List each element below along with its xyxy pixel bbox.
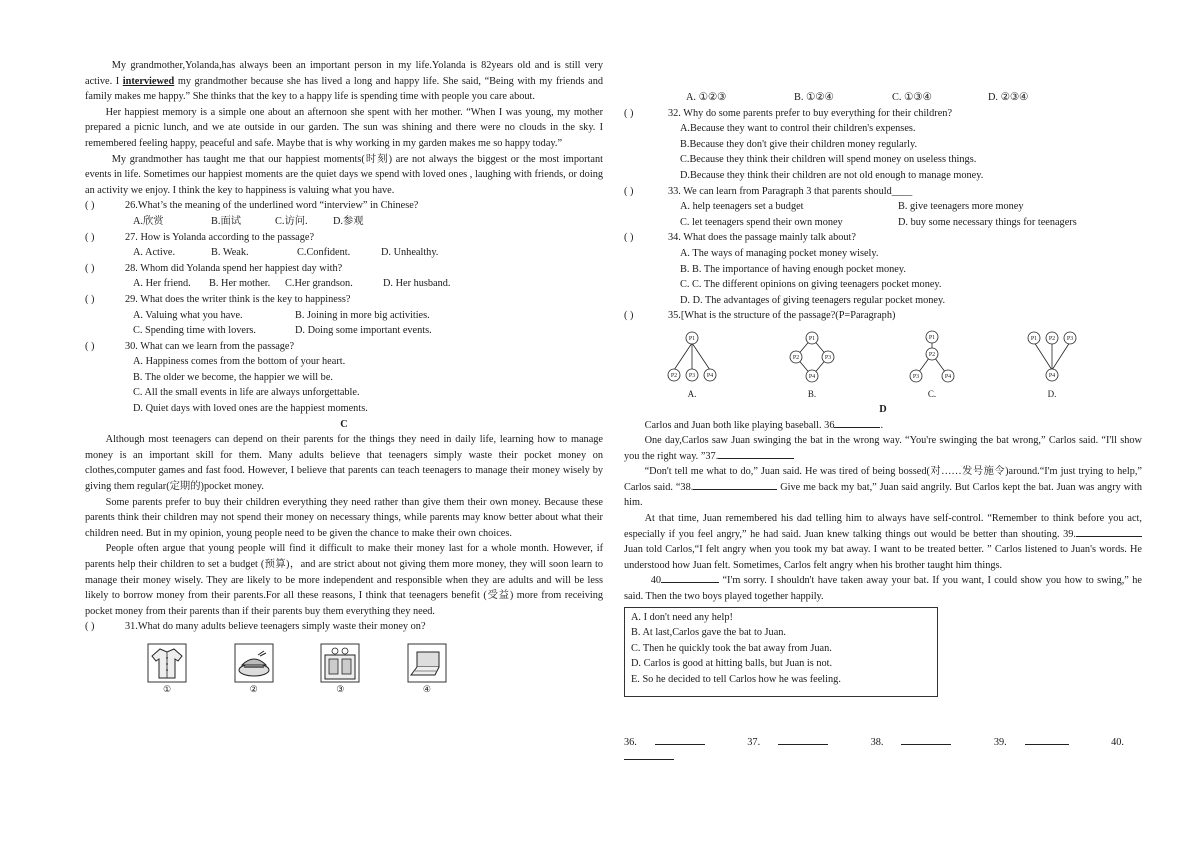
option-a[interactable]: A. help teenagers set a budget — [680, 201, 804, 213]
picture-clothes — [147, 643, 187, 695]
structure-diagrams — [662, 330, 1082, 400]
option-d[interactable]: D. Quiet days with loved ones are the happiest moments. — [133, 403, 368, 415]
question-stem: 27. How is Yolanda according to the passage? — [125, 231, 315, 243]
passage-d-paragraph-4 — [624, 511, 1142, 573]
blank-40[interactable] — [661, 582, 719, 583]
question-stem: 33. We can learn from Paragraph 3 that parents should____ — [668, 185, 913, 197]
picture-computer — [407, 643, 447, 695]
picture-label: ② — [249, 683, 258, 694]
diagram-label: C. — [927, 388, 937, 399]
node-p4: P4 — [706, 372, 714, 379]
answer-blank-36[interactable] — [655, 744, 705, 745]
answer-paren[interactable]: ( ) — [624, 185, 634, 197]
option-a[interactable]: A.欣赏 — [133, 215, 164, 227]
node-p3: P3 — [688, 372, 696, 379]
option-a[interactable]: A. Valuing what you have. — [133, 309, 243, 321]
options-row — [85, 245, 603, 261]
diagram-d[interactable] — [1022, 330, 1082, 400]
node-p1: P1 — [928, 334, 936, 341]
option-a[interactable]: A. The ways of managing pocket money wisely. — [680, 247, 879, 259]
answer-blank-39[interactable] — [1025, 744, 1069, 745]
diagram-a[interactable] — [662, 330, 722, 400]
option-a[interactable]: A. I don't need any help! — [631, 611, 733, 623]
option-a[interactable]: A.Because they want to control their children's expenses. — [680, 123, 916, 135]
options-row — [85, 323, 603, 339]
node-p2: P2 — [670, 372, 678, 379]
left-column — [85, 58, 603, 695]
structure-diagram-b — [782, 330, 842, 386]
passage-text: “I'm sorry. I shouldn't have taken away your bat. If you want, I could show you how to swing,” he said. Then the two boys played together happily. — [624, 575, 1142, 603]
picture-games — [320, 643, 360, 695]
passage-d-paragraph-5 — [624, 573, 1142, 604]
node-p4: P4 — [1048, 372, 1056, 379]
passage-text: Give me back my bat,” Juan said angrily. But Carlos kept the bat. Juan was angry with him. — [624, 481, 1142, 509]
node-p1: P1 — [808, 335, 816, 342]
diagram-label: B. — [807, 388, 817, 399]
option-a[interactable]: A. ①②③ — [686, 92, 727, 103]
picture-label: ① — [162, 683, 172, 694]
passage-d-paragraph-2 — [624, 433, 1142, 464]
answer-blank-37[interactable] — [778, 744, 828, 745]
question-stem: 28. Whom did Yolanda spend her happiest day with? — [125, 262, 343, 274]
answer-paren[interactable]: ( ) — [85, 262, 95, 274]
answer-paren[interactable]: ( ) — [85, 231, 95, 243]
question-34 — [624, 230, 1142, 308]
question-32 — [624, 106, 1142, 184]
node-p3: P3 — [1066, 335, 1074, 342]
option-b[interactable]: B. Weak. — [211, 247, 249, 259]
option-c[interactable]: C. Then he quickly took the bat away from Juan. — [631, 642, 832, 654]
question-35 — [624, 308, 1142, 400]
answer-paren[interactable]: ( ) — [624, 232, 634, 244]
options-row — [85, 308, 603, 324]
passage-d-paragraph-3 — [624, 464, 1142, 511]
passage-c-paragraph-3: People often argue that young people will find it difficult to make their money last for a whole month. However, if parents help their children to set a budget (预算)，and are strict about not giving them more money, they will soon learn to manage their money wisely. They are likely to be more independent and responsible when they are adults and will be less likely to borrow money from their parents.For all these reasons, I think that teenagers benefit (受益) more from receiving pocket money from their parents than if their parents buy them everything they need. — [85, 543, 603, 617]
option-b[interactable]: B. B. The importance of having enough pocket money. — [680, 263, 906, 275]
question-30 — [85, 339, 603, 417]
passage-text: Juan told Carlos,“I felt angry when you took my bat away. I want to be treated better. ” Carlos listened to Juan's words. He understood how Juan felt. Sometimes, Carlos felt angry when his brother taught him things. — [624, 544, 1142, 571]
question-stem: 35.[What is the structure of the passage?(P=Paragraph) — [668, 310, 896, 322]
answer-blank-40[interactable] — [624, 759, 674, 760]
node-p4: P4 — [808, 373, 816, 380]
question-27 — [85, 230, 603, 261]
answer-line — [624, 735, 1142, 766]
node-p2: P2 — [928, 351, 936, 358]
question-stem: 34. What does the passage mainly talk about? — [668, 232, 856, 244]
option-d[interactable]: D. Carlos is good at hitting balls, but Juan is not. — [631, 658, 833, 670]
answer-label-39: 39. — [993, 736, 1007, 748]
answer-paren[interactable]: ( ) — [85, 293, 95, 305]
q31-options-row — [624, 90, 1142, 106]
question-29 — [85, 292, 603, 339]
answer-paren[interactable]: ( ) — [624, 310, 634, 322]
picture-label: ④ — [422, 683, 431, 694]
options-row — [624, 215, 1142, 231]
blank-39[interactable] — [1076, 536, 1142, 537]
node-p2: P2 — [792, 354, 800, 361]
structure-diagram-c — [902, 330, 962, 386]
node-p2: P2 — [1048, 335, 1056, 342]
picture-food — [234, 643, 274, 695]
option-b[interactable]: B. Her mother. — [209, 278, 271, 290]
right-column — [624, 90, 1142, 766]
node-p3: P3 — [912, 373, 920, 380]
question-stem: 31.What do many adults believe teenagers simply waste their money on? — [125, 621, 426, 633]
question-stem: 30. What can we learn from the passage? — [125, 340, 295, 352]
passage-text: Carlos and Juan both like playing baseball. 36 — [644, 419, 835, 431]
options-row — [85, 214, 603, 230]
question-26 — [85, 198, 603, 229]
option-e[interactable]: E. So he decided to tell Carlos how he was feeling. — [631, 674, 841, 685]
option-a[interactable]: A. Active. — [133, 247, 176, 259]
blank-37[interactable] — [718, 458, 794, 459]
passage-c-paragraph-2: Some parents prefer to buy their children everything they need rather than give them their own money. Because these parents think their children may not spend their money on necessary things, while parents may know better about what their children need. But in my opinion, young people need to be given the chance to make their own choices. — [85, 496, 603, 539]
underlined-word: interviewed — [122, 75, 175, 87]
option-d[interactable]: D. ②③④ — [988, 92, 1029, 103]
structure-diagram-a — [662, 330, 722, 386]
option-b[interactable]: B. At last,Carlos gave the bat to Juan. — [631, 627, 787, 639]
answer-paren[interactable]: ( ) — [624, 107, 634, 119]
options-row — [85, 276, 603, 292]
option-d[interactable]: D.Because they think their children are not old enough to manage money. — [680, 169, 984, 181]
option-a[interactable]: A. Her friend. — [133, 278, 191, 290]
passage-text: “Don't tell me what to do,” Juan said. He was tired of being bossed(对……发号施令)around.“I'm just trying to help,” Carlos said. “38. — [624, 466, 1142, 493]
option-d[interactable]: D. Doing some important events. — [295, 325, 432, 337]
passage-text: One day,Carlos saw Juan swinging the bat in the wrong way. “You're swinging the bat wrong,” Carlos said. “I'll show you the right way. ”37. — [624, 435, 1142, 462]
answer-paren[interactable]: ( ) — [85, 200, 95, 212]
option-d[interactable]: D. D. The advantages of giving teenagers regular pocket money. — [680, 294, 946, 306]
option-c[interactable]: C. let teenagers spend their own money — [680, 216, 843, 228]
option-c[interactable]: C.Her grandson. — [285, 278, 353, 290]
passage-text: 40 — [650, 575, 662, 587]
answer-paren[interactable]: ( ) — [85, 340, 95, 352]
options-box — [624, 607, 938, 697]
passage-d-paragraph-1: Carlos and Juan both like playing baseball. 36 . — [644, 419, 884, 431]
question-stem: 32. Why do some parents prefer to buy everything for their children? — [668, 107, 953, 119]
passage-text: At that time, Juan remembered his dad telling him to always have self-control. “Remember to think before you act, especially if you feel angry,” he had said. Juan knew talking things out would be better than shouting. 39. — [624, 513, 1142, 540]
shirt-icon — [147, 643, 187, 683]
option-b[interactable]: B. Joining in more big activities. — [295, 309, 430, 321]
passage-b-paragraph-3: My grandmother has taught me that our happiest moments(时刻) are not always the biggest or the most important events in life. Sometimes our happiest moments are the quiet days we spend with loved ones , laughing with friends, or doing an activity we enjoy. I think the key to happiness is valuing what you have. — [85, 153, 603, 196]
diagram-c[interactable] — [902, 330, 962, 400]
option-d[interactable]: D. Her husband. — [383, 278, 451, 290]
question-33 — [624, 184, 1142, 231]
passage-c-paragraph-1: Although most teenagers can depend on their parents for the things they need in daily life, learning how to manage money is an important skill for them. Many adults believe that teenagers simply waste their pocket money on clothes,computer games and fast food. However, I believe that parents can teach teenagers to manage their money wisely by giving them regular(定期的)pocket money. — [85, 434, 603, 493]
options-row — [624, 199, 1142, 215]
game-icon — [320, 643, 360, 683]
answer-label-36: 36. — [624, 736, 637, 748]
section-d-heading: D — [879, 403, 887, 415]
option-c[interactable]: C.访问. — [275, 215, 308, 227]
node-p1: P1 — [688, 335, 696, 342]
question-stem: 29. What does the writer think is the key to happiness? — [125, 293, 351, 305]
diagram-label: A. — [687, 388, 697, 399]
answer-label-40: 40. — [1111, 736, 1124, 748]
option-c[interactable]: C. All the small events in life are always unforgettable. — [133, 387, 360, 399]
passage-b-paragraph-1 — [85, 58, 603, 105]
option-c[interactable]: C. ①③④ — [892, 92, 932, 103]
food-icon — [234, 643, 274, 683]
question-31 — [85, 619, 603, 695]
option-b[interactable]: B.面试 — [211, 215, 242, 227]
answer-paren[interactable]: ( ) — [85, 621, 95, 633]
option-c[interactable]: C.Because they think their children will spend money on useless things. — [680, 154, 977, 166]
node-p4: P4 — [944, 373, 952, 380]
picture-options — [147, 643, 447, 695]
option-b[interactable]: B.Because they don't give their children money regularly. — [680, 138, 918, 150]
structure-diagram-d — [1022, 330, 1082, 386]
option-c[interactable]: C. C. The different opinions on giving teenagers pocket money. — [680, 279, 942, 291]
passage-text: My grandmother,Yolanda,has always been an important person in my life.Yolanda is 82years old and is still very active. I — [85, 60, 603, 87]
option-d[interactable]: D. buy some necessary things for teenagers — [898, 216, 1077, 228]
passage-b-paragraph-2: Her happiest memory is a simple one about an afternoon she spent with her mother. “When I was young, my mother prepared a picnic lunch, and we ate outside in our garden. The sun was shining and there were no clouds in the sky. I remembered feeling happy, peaceful and safe. Maybe that is why working in my garden makes me so happy today.” — [85, 106, 603, 149]
question-stem: 26.What’s the meaning of the underlined word “interview” in Chinese? — [125, 200, 419, 212]
option-c[interactable]: C. Spending time with lovers. — [133, 325, 256, 337]
option-c[interactable]: C.Confident. — [297, 247, 351, 259]
picture-label: ③ — [336, 683, 345, 694]
option-d[interactable]: D. Unhealthy. — [381, 247, 439, 259]
option-b[interactable]: B. give teenagers more money — [898, 201, 1024, 213]
option-d[interactable]: D.参观 — [333, 215, 364, 227]
answer-label-37: 37. — [747, 736, 761, 748]
diagram-b[interactable] — [782, 330, 842, 400]
diagram-label: D. — [1047, 388, 1057, 399]
answer-label-38: 38. — [870, 736, 884, 748]
blank-38[interactable] — [693, 489, 777, 490]
question-28 — [85, 261, 603, 292]
section-c-heading: C — [340, 418, 348, 430]
option-a[interactable]: A. Happiness comes from the bottom of your heart. — [133, 356, 346, 368]
passage-text: my grandmother because she has lived a long and happy life. She said, “Being with my friends and family makes me happy.” She thinks that the key to a happy life is spending time with people you care about. — [85, 75, 603, 103]
option-b[interactable]: B. The older we become, the happier we will be. — [133, 371, 333, 383]
answer-blank-38[interactable] — [901, 744, 951, 745]
laptop-icon — [407, 643, 447, 683]
node-p1: P1 — [1030, 335, 1038, 342]
blank-36[interactable] — [834, 427, 880, 428]
node-p3: P3 — [824, 354, 832, 361]
option-b[interactable]: B. ①②④ — [794, 92, 834, 103]
